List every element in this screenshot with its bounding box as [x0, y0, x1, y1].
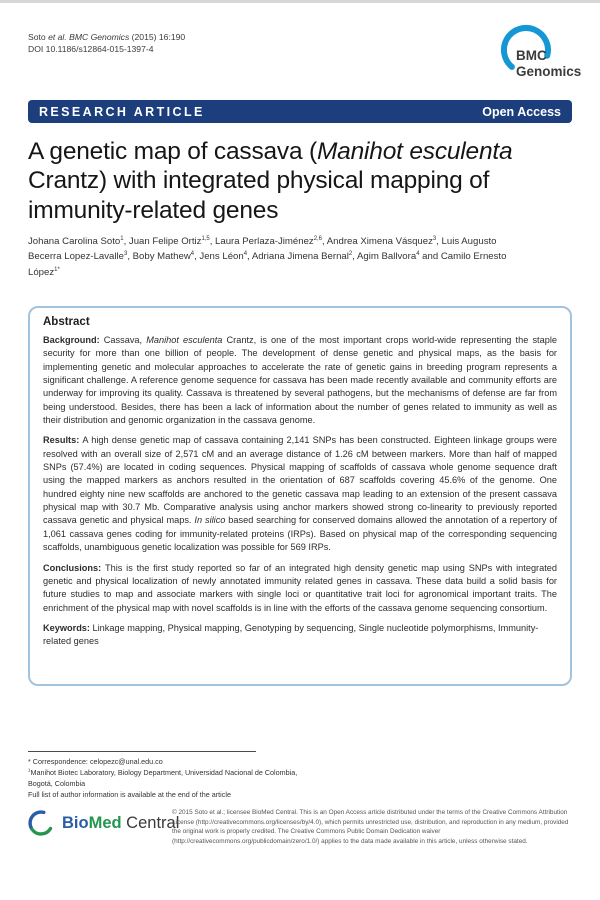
- journal-logo-line1: BMC: [516, 48, 547, 63]
- correspondence-label: * Correspondence:: [28, 757, 90, 766]
- text-segment: , Juan Felipe Ortiz: [123, 236, 202, 247]
- text-segment: 1: [120, 235, 124, 242]
- abstract-box: [28, 306, 572, 686]
- text-segment: A genetic map of cassava (: [28, 138, 317, 165]
- text-segment: Cassava,: [103, 335, 147, 345]
- journal-logo-line2: Genomics: [516, 64, 582, 79]
- abstract-background: [43, 334, 557, 427]
- text-segment: 4: [190, 251, 195, 258]
- publisher-logo: [26, 808, 179, 838]
- page-top-edge: [0, 0, 600, 3]
- text-segment: and Camilo Ernesto López: [28, 251, 507, 278]
- biomed-ring-icon: [26, 808, 56, 838]
- text-segment: 1: [28, 767, 31, 773]
- text-segment: 2,6: [313, 235, 322, 242]
- text-segment: , Boby Mathew: [127, 251, 191, 263]
- article-type-label: RESEARCH ARTICLE: [39, 104, 205, 119]
- text-segment: Background:: [43, 335, 104, 345]
- article-title: [28, 137, 576, 225]
- text-segment: et al. BMC Genomics: [48, 32, 130, 42]
- author-info-note: Full list of author information is available at the end of the article: [28, 790, 231, 800]
- text-segment: (2015) 16:190: [129, 32, 186, 42]
- correspondence-email-link[interactable]: celopezc@unal.edu.co: [89, 757, 163, 766]
- text-segment: Keywords:: [43, 622, 93, 633]
- text-segment: Manihot esculenta: [146, 335, 223, 345]
- text-segment: Crantz, is one of the most important crops world-wide representing the staple security for more than one billion of people. The development of dense genetic and physical maps, as the basis for implementing genetic and molecular approaches to accelerate the rate of genetic gains in breeding program represents a significant challenge. A reference genome sequence for cassava has been made recently available and community efforts are underway for improving its quality. Cassava is threatened by several pathogens, but the mechanisms of defense are far from being understood. Besides, there has been a lack of information about the number of genes related to immunity as well as their distribution and genomic organization in the cassava genome.: [43, 335, 557, 426]
- text-segment: This is the first study reported so far of an integrated high density genetic map using SNPs with integrated genetic and physical localization of newly annotated immunity related genes in cassava. These data build a solid basis for future studies to map and associate markers with single loci or quantitative trait loci for agronomical important traits. The enrichment of the physical map with novel scaffolds is in line with the efforts of the cassava genome sequencing consortium.: [43, 562, 557, 613]
- abstract-keywords: [43, 622, 557, 649]
- abstract-heading: Abstract: [43, 316, 90, 328]
- footnotes: [28, 756, 300, 801]
- journal-logo: [492, 24, 588, 90]
- text-segment: Johana Carolina Soto: [28, 236, 121, 247]
- text-segment: 4: [416, 251, 420, 258]
- text-segment: 4: [243, 251, 248, 258]
- text-segment: Results:: [43, 435, 83, 446]
- abstract-conclusions: [43, 562, 557, 615]
- text-segment: Conclusions:: [43, 562, 105, 573]
- text-segment: 1*: [54, 266, 60, 273]
- text-segment: Manihot Biotec Laboratory, Biology Department, Universidad Nacional de Colombia, Bogotá, Colombia: [28, 768, 298, 789]
- abstract-results: [43, 434, 557, 554]
- text-segment: Linkage mapping, Physical mapping, Genotyping by sequencing, Single nucleotide polymorphisms, Immunity-related genes: [43, 622, 539, 647]
- wordmark-bio: Bio: [62, 813, 89, 832]
- text-segment: In silico: [194, 515, 226, 526]
- text-segment: based searching for conserved domains allowed the annotation of a repertory of 1,061 cassava genes coding for immunity-related proteins (IRPs). Based on physical map of the corresponding sequencing scaffolds, unambiguous genetic localization was possible for 569 IRPs.: [43, 515, 558, 553]
- publisher-wordmark: [62, 814, 179, 833]
- doi-line: DOI 10.1186/s12864-015-1397-4: [28, 44, 154, 55]
- copyright-notice: © 2015 Soto et al.; licensee BioMed Central. This is an Open Access article distributed under the terms of the Creative Commons Attribution License (http://creativecommons.org/licenses/by/4.0), which permits unrestricted use, distribution, and reproduction in any medium, provided the original work is properly credited. The Creative Commons Public Domain Dedication waiver (http://creativecommons.org/publicdomain/zero/1.0/) applies to the data made available in this article, unless otherwise stated.: [172, 809, 569, 845]
- text-segment: , Jens Léon: [194, 251, 244, 263]
- affiliation-line: [28, 767, 300, 789]
- text-segment: A high dense genetic map of cassava containing 2,141 SNPs has been constructed. Eighteen linkage groups were resolved with an overall size of 2,571 cM and an average distance of 1.26 cM between markers. More than half of mapped SNPs (57.4%) are located in coding sequences. Physical mapping of scaffolds of cassava whole genome sequence draft using the mapped markers as anchors resulted in the orientation of 687 scaffolds covering 45.6% of the genome. One hundred eighty nine new scaffolds are anchored to the genetic cassava map leading to an extension of the present cassava physical map with 30.7 Mb. Comparative analysis using anchor markers showed strong co-linearity to previously reported cassava genetic and physical maps.: [43, 435, 557, 526]
- footnote-divider: [28, 751, 256, 752]
- text-segment: , Laura Perlaza-Jiménez: [209, 236, 314, 247]
- text-segment: , Agim Ballvora: [352, 251, 417, 263]
- correspondence-line: [28, 756, 300, 767]
- text-segment: 3: [124, 251, 128, 258]
- wordmark-med: Med: [88, 813, 122, 832]
- open-access-label: Open Access: [482, 104, 561, 119]
- text-segment: 1,5: [201, 235, 210, 242]
- text-segment: 2: [348, 251, 353, 258]
- text-segment: 3: [432, 235, 437, 242]
- header-citation: [28, 31, 185, 56]
- text-segment: Crantz) with integrated physical mapping of immunity-related genes: [28, 167, 490, 224]
- author-list: [28, 234, 520, 280]
- citation-line: [28, 31, 185, 43]
- text-segment: , Adriana Jimena Bernal: [247, 251, 349, 263]
- text-segment: Soto: [28, 32, 49, 42]
- article-type-banner: [28, 100, 572, 123]
- wordmark-central: Central: [121, 813, 180, 832]
- text-segment: , Luis Augusto Becerra Lopez-Lavalle: [28, 236, 497, 263]
- text-segment: Manihot esculenta: [316, 138, 513, 165]
- text-segment: , Andrea Ximena Vásquez: [321, 236, 433, 247]
